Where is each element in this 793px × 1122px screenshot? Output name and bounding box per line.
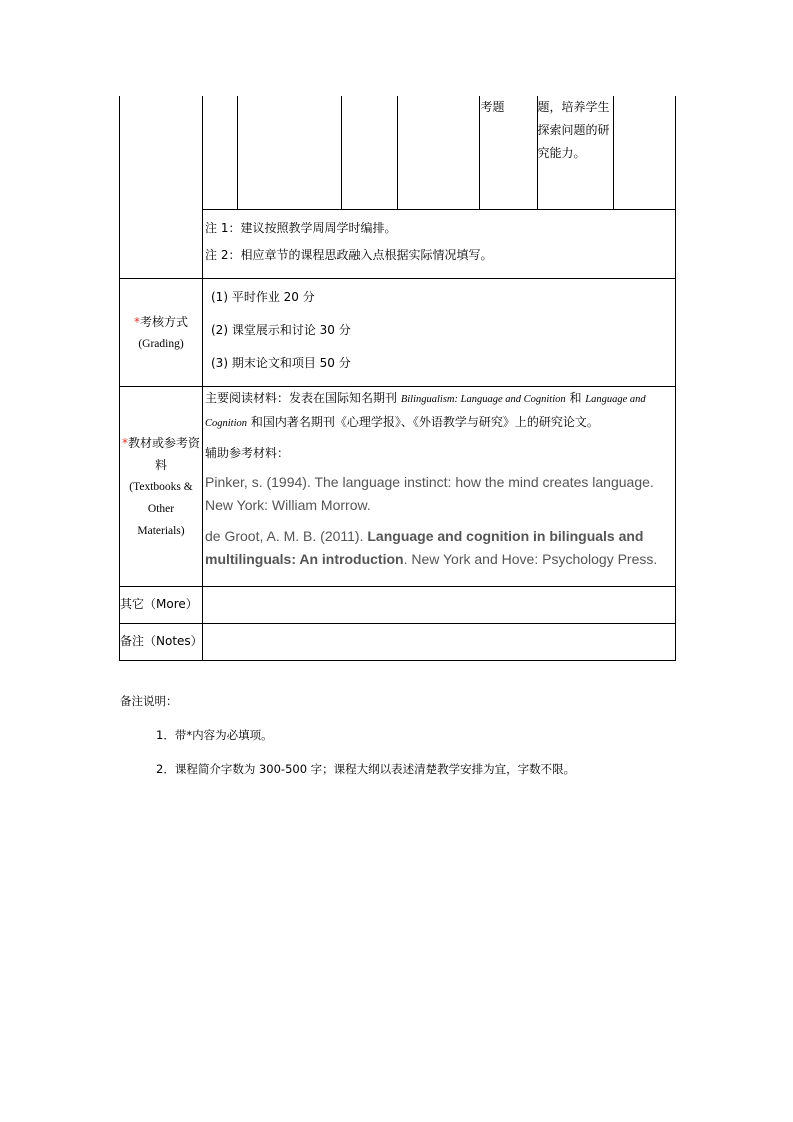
schedule-col-goal xyxy=(537,96,613,209)
reference-1: Pinker, s. (1994). The language instinct: how the mind creates language. New York: William Morrow. xyxy=(205,474,654,513)
remarks-item-2: 2．课程简介字数为 300-500 字；课程大纲以表述清楚教学安排为宜，字数不限。 xyxy=(156,762,576,776)
notes-label: 备注（Notes） xyxy=(120,634,203,648)
required-star: * xyxy=(133,314,140,329)
main-reading-suffix: 和国内著名期刊《心理学报》、《外语教学与研究》上的研究论文。 xyxy=(247,415,599,429)
main-reading xyxy=(205,387,675,435)
main-reading-prefix: 主要阅读材料：发表在国际知名期刊 xyxy=(205,391,401,405)
required-star: * xyxy=(122,435,128,450)
journal-2: Language and Cognition xyxy=(205,394,646,429)
materials-row xyxy=(120,387,676,587)
aux-reading-label: 辅助参考材料： xyxy=(205,446,290,460)
remarks-title: 备注说明： xyxy=(120,694,178,708)
schedule-col-hours xyxy=(341,96,397,209)
grading-label-en: (Grading) xyxy=(138,337,184,350)
grading-content-cell xyxy=(203,279,676,387)
more-label-cell xyxy=(120,587,203,624)
and-text: 和 xyxy=(565,391,586,405)
notes-instructions-cell xyxy=(203,210,676,279)
reference-2-publisher: . New York and Hove: Psychology Press. xyxy=(403,551,658,567)
materials-label-cn: 教材或参考资料 xyxy=(128,435,201,472)
grading-item-1: (1) 平时作业 20 分 xyxy=(211,290,315,304)
remarks-item-1: 1．带*内容为必填项。 xyxy=(156,728,273,742)
grading-item-2: (2) 课堂展示和讨论 30 分 xyxy=(211,323,351,337)
journal-1: Bilingualism: Language and Cognition xyxy=(400,394,566,405)
grading-row xyxy=(120,279,676,387)
grading-item-3: (3) 期末论文和项目 50 分 xyxy=(211,356,351,370)
note-2: 注 2：相应章节的课程思政融入点根据实际情况填写。 xyxy=(205,248,493,262)
notes-row xyxy=(120,624,676,661)
grading-label-cell xyxy=(120,279,203,387)
schedule-label-cell xyxy=(120,96,203,279)
more-label: 其它（More） xyxy=(120,597,198,611)
reference-2-title: Language and cognition in bilinguals and multilinguals: An introduction xyxy=(205,528,644,567)
reference-2 xyxy=(205,525,675,571)
course-syllabus-table xyxy=(119,96,675,661)
schedule-col-ideology xyxy=(613,96,676,209)
materials-content-cell xyxy=(203,387,676,587)
note-1: 注 1：建议按照教学周周学时编排。 xyxy=(205,221,397,235)
notes-label-cell xyxy=(120,624,203,661)
notes-value-cell xyxy=(203,624,676,661)
grading-label-cn: 考核方式 xyxy=(139,314,188,329)
schedule-row xyxy=(120,96,676,210)
notes-instructions-row xyxy=(120,210,676,279)
materials-label-en: (Textbooks & Other Materials) xyxy=(129,480,193,537)
reference-2-authors: de Groot, A. M. B. (2011). xyxy=(205,528,368,544)
exam-text: 考题 xyxy=(480,100,505,114)
goal-text: 题，培养学生探索问题的研究能力。 xyxy=(537,100,610,160)
schedule-col-method xyxy=(397,96,479,209)
materials-label-cell xyxy=(120,387,203,587)
schedule-col-content xyxy=(237,96,341,209)
schedule-col-week xyxy=(203,96,237,209)
schedule-inner-cell xyxy=(203,96,676,210)
schedule-col-exam xyxy=(479,96,537,209)
more-value-cell xyxy=(203,587,676,624)
more-row xyxy=(120,587,676,624)
